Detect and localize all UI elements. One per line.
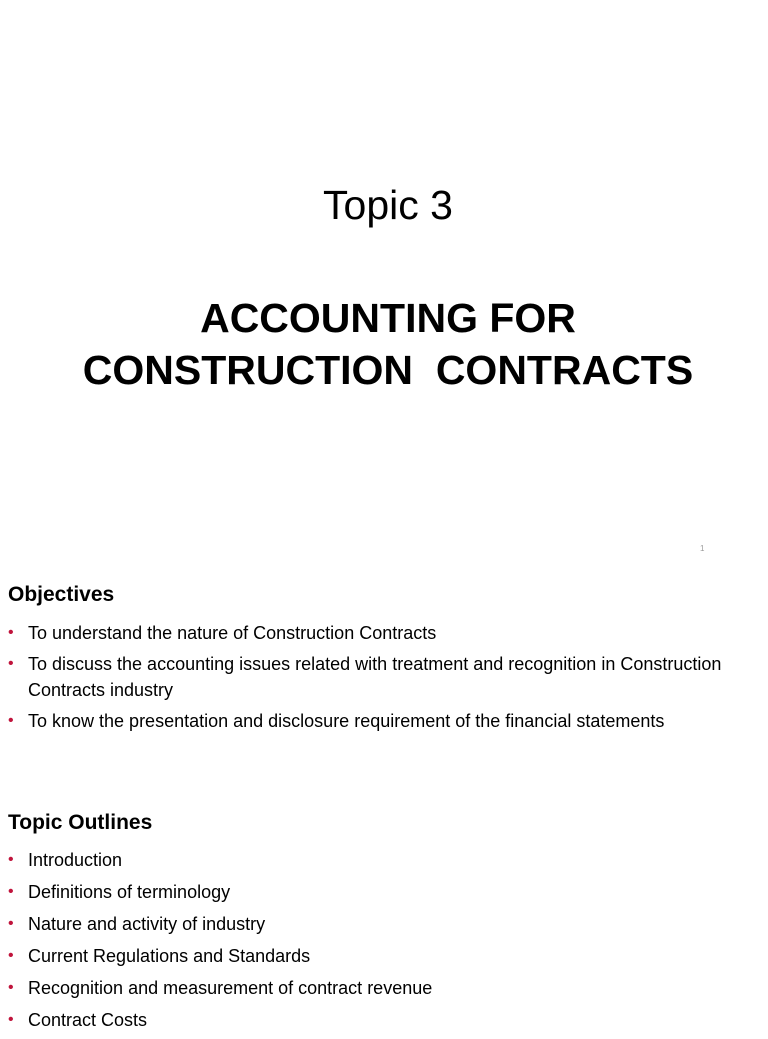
list-item-text: Nature and activity of industry <box>28 914 266 934</box>
list-item <box>8 651 758 703</box>
outlines-heading: Topic Outlines <box>8 811 153 834</box>
bullet-icon: • <box>8 979 14 996</box>
list-item-text: Definitions of terminology <box>28 882 231 902</box>
list-item-text: Contract Costs <box>28 1010 148 1030</box>
list-item <box>8 975 758 1001</box>
bullet-icon: • <box>8 947 14 964</box>
bullet-icon: • <box>8 851 14 868</box>
topic-label: Topic 3 <box>323 182 453 228</box>
outlines-list <box>8 847 758 1039</box>
list-item <box>8 620 758 646</box>
list-item-text: To know the presentation and disclosure requirement of the financial statements <box>28 711 665 731</box>
slide-number: 1 <box>700 544 705 553</box>
list-item <box>8 879 758 905</box>
bullet-icon: • <box>8 655 14 672</box>
list-item <box>8 911 758 937</box>
bullet-icon: • <box>8 712 14 729</box>
objectives-list <box>8 620 758 739</box>
list-item <box>8 708 758 734</box>
list-item-text: To discuss the accounting issues related with treatment and recognition in Construction Contracts industry <box>28 654 722 700</box>
list-item-text: Introduction <box>28 850 123 870</box>
list-item-text: Current Regulations and Standards <box>28 946 311 966</box>
objectives-heading: Objectives <box>8 583 115 606</box>
slide-title <box>0 292 768 396</box>
bullet-icon: • <box>8 1011 14 1028</box>
list-item <box>8 1007 758 1033</box>
list-item-text: To understand the nature of Construction Contracts <box>28 623 437 643</box>
list-item-text: Recognition and measurement of contract revenue <box>28 978 433 998</box>
slide-title-line-1: ACCOUNTING FOR <box>200 295 576 341</box>
bullet-icon: • <box>8 883 14 900</box>
list-item <box>8 943 758 969</box>
bullet-icon: • <box>8 915 14 932</box>
list-item <box>8 847 758 873</box>
slide-title-line-2: CONSTRUCTION CONTRACTS <box>82 347 694 393</box>
bullet-icon: • <box>8 624 14 641</box>
